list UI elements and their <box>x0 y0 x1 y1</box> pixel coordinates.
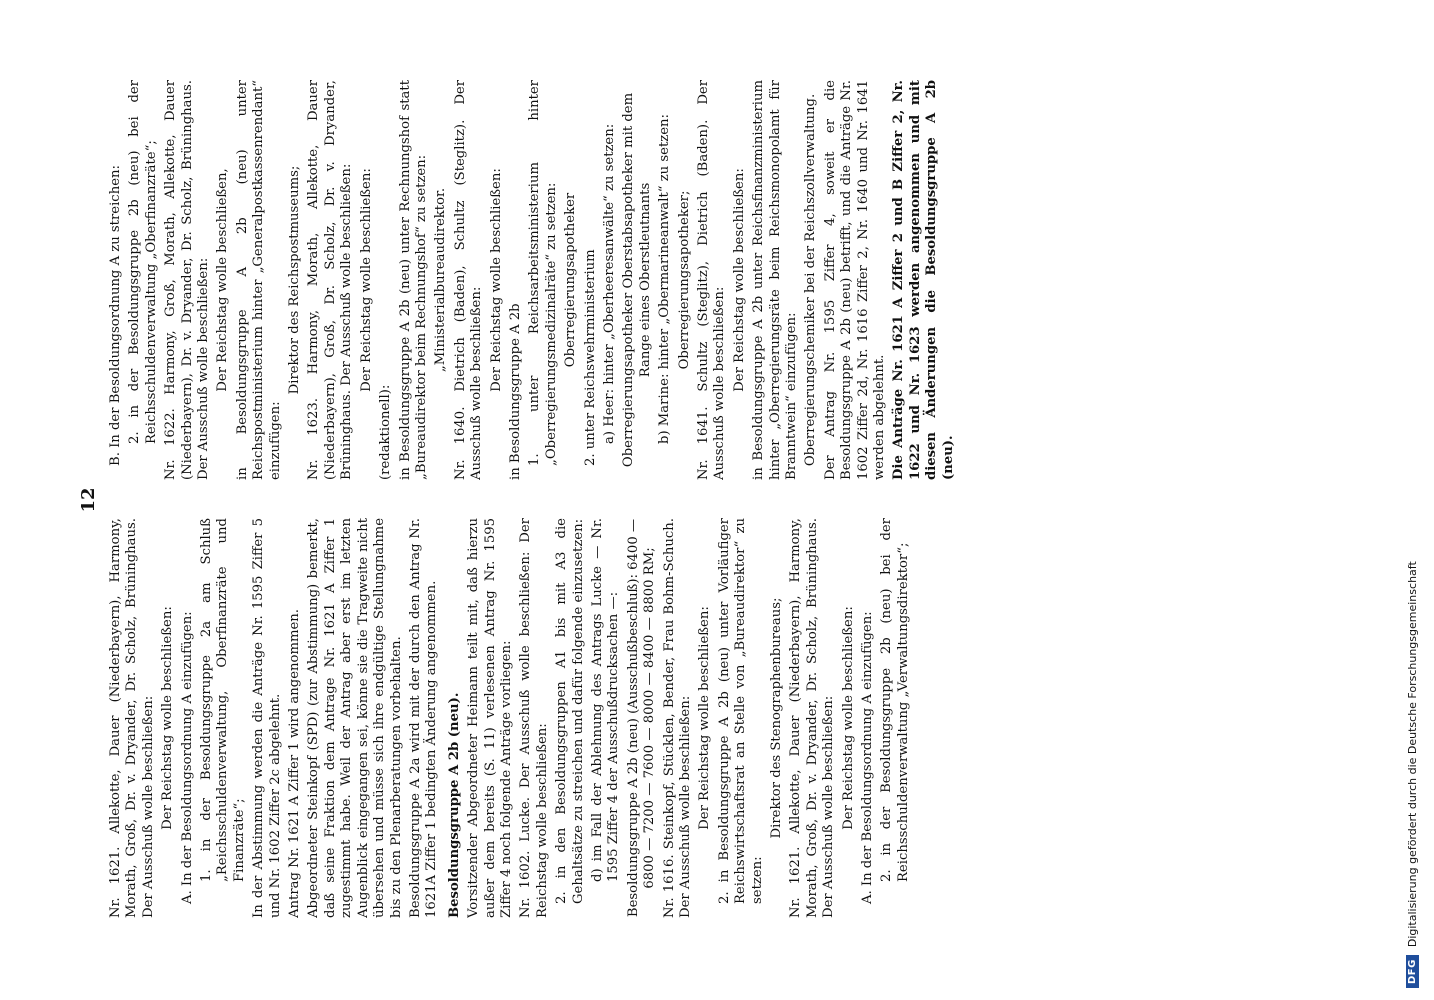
paragraph: Der Reichstag wolle beschließen: <box>160 606 176 830</box>
paragraph: Oberregierungschemiker bei der Reichszollverwaltung. <box>803 93 819 467</box>
funding-credit-text: Digitalisierung gefördert durch die Deutsche Forschungsgemeinschaft <box>1405 561 1419 948</box>
paragraph: A. In der Besoldungsordnung A einzufügen: <box>860 611 876 904</box>
paragraph: Nr. 1640. Dietrich (Baden), Schultz (Steglitz). Der Ausschuß wolle beschließen: <box>452 80 485 480</box>
paragraph: Nr. 1621. Allekotte, Dauer (Niederbayern), Harmony, Morath, Groß, Dr. v. Dryander, Dr. Scholz, Brüninghaus. Der Ausschuß wolle beschließen: <box>788 518 837 918</box>
paragraph: Oberregierungsapotheker Oberstabsapotheker mit dem Range eines Oberstleutnants <box>621 92 653 468</box>
paragraph: a) Heer: hinter „Oberheeresanwälte“ zu setzen: <box>601 123 617 444</box>
paragraph: b) Marine: hinter „Obermarineanwalt“ zu setzen: <box>657 114 673 444</box>
paragraph: Der Antrag Nr. 1595 Ziffer 4, soweit er die Besoldungsgruppe A 2b (neu) betrifft, und die Anträge Nr. 1602 Ziffer 2d, Nr. 1616 Ziffer 2, Nr. 1640 und Nr. 1641 werden abgelehnt. <box>822 80 888 480</box>
paragraph: Besoldungsgruppe A 2b (neu). <box>446 692 462 918</box>
paragraph: Nr. 1621. Allekotte, Dauer (Niederbayern), Harmony, Morath, Groß, Dr. v. Dryander, Dr. Scholz, Brüninghaus. Der Ausschuß wolle beschließen: <box>108 518 156 918</box>
left-text-column <box>108 518 938 918</box>
right-text-column <box>108 80 1288 480</box>
paragraph: Der Reichstag wolle beschließen: <box>840 606 856 830</box>
paragraph: d) im Fall der Ablehnung des Antrags Lucke — Nr. 1595 Ziffer 4 der Ausschußdrucksachen —: <box>589 518 622 882</box>
paragraph: Direktor des Stenographenbureaus; <box>769 597 785 839</box>
paragraph: (redaktionell): <box>378 384 394 480</box>
paragraph: Abgeordneter Steinkopf (SPD) (zur Abstimmung) bemerkt, daß seine Fraktion dem Antrage Nr. 1621 A Ziffer 1 zugestimmt habe. Weil der Antrag aber erst im letzten Augenblick eingegangen sei, könne sie die Tragweite nicht übersehen und müsse sich ihre endgültige Stellungnahme bis zu den Plenarberatungen vorbehalten. <box>306 518 404 918</box>
paragraph: Nr. 1602. Lucke. Der Ausschuß wolle beschließen: Der Reichstag wolle beschließen: <box>518 518 550 918</box>
paragraph: Vorsitzender Abgeordneter Heimann teilt mit, daß hierzu außer dem bereits (S. 11) verlesenen Antrag Nr. 1595 Ziffer 4 noch folgende Anträge vorliegen: <box>466 518 514 918</box>
paragraph: 1. unter Reichsarbeitsministerium hinter „Oberregierungsmedizinalräte“ zu setzen: <box>527 80 559 466</box>
paragraph: Der Reichstag wolle beschließen: <box>488 168 504 392</box>
funding-credit <box>1398 12 1426 988</box>
paragraph: „Ministerialbureaudirektor. <box>433 187 449 373</box>
paragraph: Antrag Nr. 1621 A Ziffer 1 wird angenommen. <box>287 609 303 918</box>
paragraph: Der Reichstag wolle beschließen, <box>215 168 231 392</box>
paragraph: Oberregierungsapotheker; <box>676 190 692 370</box>
paragraph: 2. in Besoldungsgruppe A 2b (neu) unter Vorläufiger Reichswirtschaftsrat an Stelle von „Bureaudirektor“ zu setzen: <box>716 518 765 904</box>
paragraph: in Besoldungsgruppe A 2b <box>507 303 523 480</box>
paragraph: 2. in der Besoldungsgruppe 2b (neu) bei der Reichsschuldenverwaltung „Verwaltungsdirektor“; <box>879 518 911 882</box>
paragraph: 1. in der Besoldungsgruppe 2a am Schluß „Reichsschuldenverwaltung, Oberfinanzräte und Finanzräte“; <box>199 518 247 882</box>
dfg-logo: DFG <box>1406 955 1419 988</box>
paragraph: Nr. 1623. Harmony, Morath, Allekotte, Dauer (Niederbayern), Groß, Dr. Scholz, Dr. v. Dryander, Brüninghaus. Der Ausschuß wolle beschließen: <box>306 80 355 480</box>
paragraph: 2. in den Besoldungsgruppen A1 bis mit A3 die Gehaltsätze zu streichen und dafür folgende einzusetzen: <box>554 518 586 904</box>
paragraph: Nr. 1622. Harmony, Groß, Morath, Allekotte, Dauer (Niederbayern), Dr. v. Dryander, Dr. Scholz, Brüninghaus. Der Ausschuß wolle beschließen: <box>163 80 212 480</box>
paragraph: in Besoldungsgruppe A 2b unter Reichsfinanzministerium hinter „Oberregierungsräte beim Reichsmonopolamt für Branntwein“ einzufügen: <box>751 80 800 480</box>
paragraph: 2. in der Besoldungsgruppe 2b (neu) bei der Reichsschuldenverwaltung „Oberfinanzräte“; <box>127 80 159 444</box>
paragraph: A. In der Besoldungsordnung A einzufügen: <box>179 611 195 904</box>
paragraph: in Besoldungsgruppe A 2b (neu) unter Reichspostministerium hinter „Generalpostkassenrendant“ einzufügen: <box>234 80 283 480</box>
paragraph: Nr. 1616. Steinkopf, Stücklen, Bender, Frau Bohm-Schuch. Der Ausschuß wolle beschließen: <box>661 518 693 918</box>
paragraph: 2. unter Reichswehrministerium <box>582 249 598 466</box>
paragraph: Besoldungsgruppe A 2b (neu) (Ausschußbeschluß): 6400 — 6800 — 7200 — 7600 — 8000 — 8400 — 8800 RM; <box>625 518 658 918</box>
paragraph: Der Reichstag wolle beschließen: <box>731 168 747 392</box>
paragraph: Der Reichstag wolle beschließen: <box>697 606 713 830</box>
paragraph: in Besoldungsgruppe A 2b (neu) unter Rechnungshof statt „Bureaudirektor beim Rechnungshof“ zu setzen: <box>397 80 429 480</box>
paragraph: Direktor des Reichspostmuseums; <box>287 165 303 395</box>
paragraph: Die Anträge Nr. 1621 A Ziffer 2 und B Ziffer 2, Nr. 1622 und Nr. 1623 werden angenommen und mit diesen Änderungen die Besoldungsgruppe A 2b (neu). <box>891 80 956 480</box>
paragraph: Nr. 1641. Schultz (Steglitz), Dietrich (Baden). Der Ausschuß wolle beschließen: <box>696 80 728 480</box>
paragraph: Der Reichstag wolle beschließen: <box>358 168 374 392</box>
paragraph: B. In der Besoldungsordnung A zu streichen: <box>108 165 123 466</box>
paragraph: Besoldungsgruppe A 2a wird mit der durch den Antrag Nr. 1621A Ziffer 1 bedingten Änderung angenommen. <box>407 518 440 918</box>
paragraph: In der Abstimmung werden die Anträge Nr. 1595 Ziffer 5 und Nr. 1602 Ziffer 2c abgelehnt. <box>251 518 283 918</box>
paragraph: Oberregierungsapotheker <box>563 192 579 368</box>
page-number: 12 <box>78 487 99 513</box>
